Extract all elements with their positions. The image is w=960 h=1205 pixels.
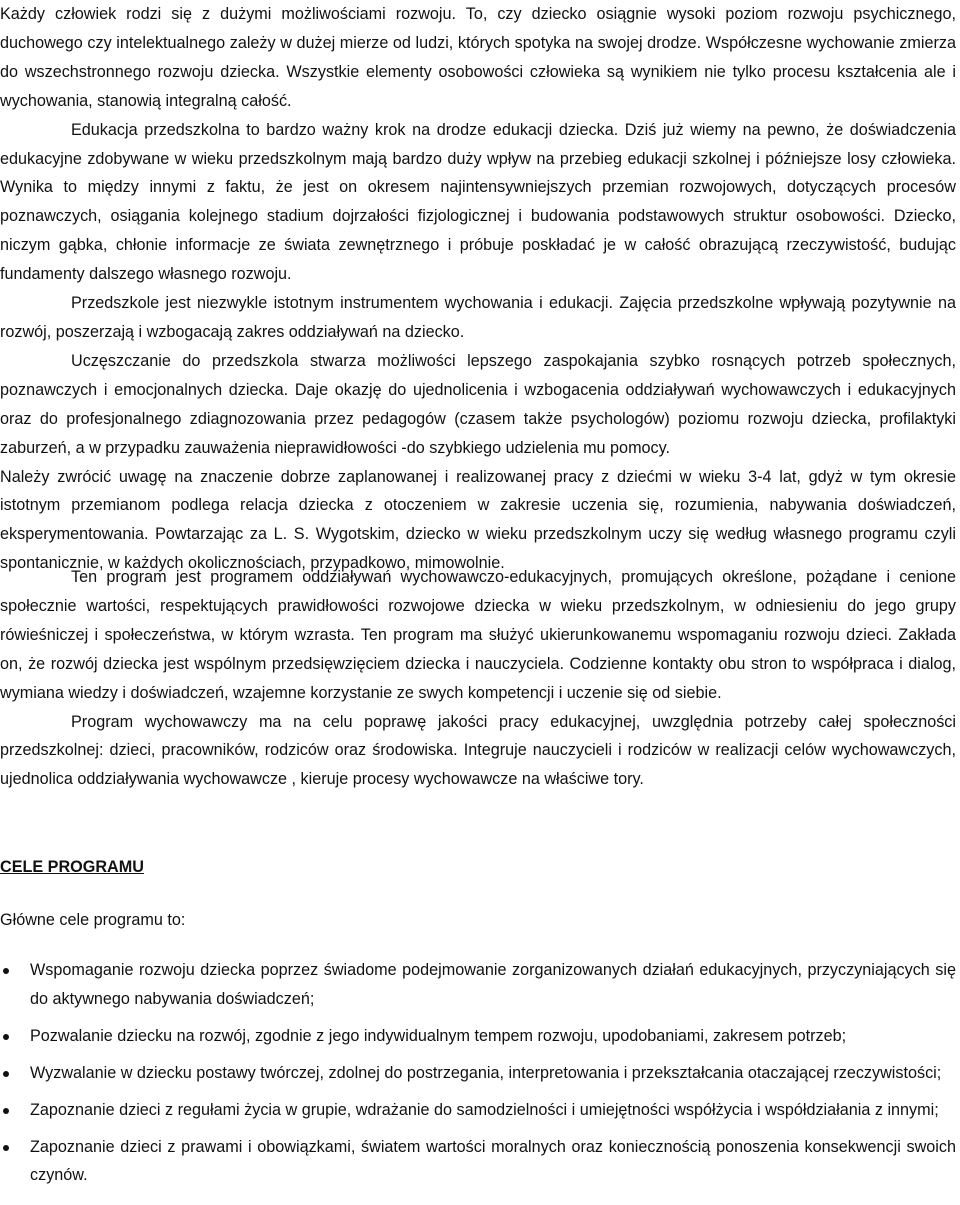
section-heading: CELE PROGRAMU [0, 858, 144, 876]
paragraph: Ten program jest programem oddziaływań wychowawczo-edukacyjnych, promujących określone, pożądane i cenione społecznie wartości, respektujących prawidłowości rozwojowe dziecka w wieku przedszkolnym, w odniesieniu do jego grupy rówieśniczej i społeczeństwa, w którym wzrasta. Ten program ma służyć ukierunkowanemu wspomaganiu rozwoju dzieci. Zakłada on, że rozwój dziecka jest wspólnym przedsięwzięciem dziecka i nauczyciela. Codzienne kontakty obu stron to współpraca i dialog, wymiana wiedzy i doświadczeń, wzajemne korzystanie ze swych kompetencji i uczenie się od siebie. [0, 568, 956, 702]
list-item: Wspomaganie rozwoju dziecka poprzez świadome podejmowanie zorganizowanych działań edukacyjnych, przyczyniających się do aktywnego nabywania doświadczeń; [0, 956, 956, 1014]
paragraph: Program wychowawczy ma na celu poprawę jakości pracy edukacyjnej, uwzględnia potrzeby całej społeczności przedszkolnej: dzieci, pracowników, rodziców oraz środowiska. Integruje nauczycieli i rodziców w realizacji celów wychowawczych, ujednolica oddziaływania wychowawcze , kieruje procesy wychowawcze na właściwe tory. [0, 712, 956, 789]
list-item: Wyzwalanie w dziecku postawy twórczej, zdolnej do postrzegania, interpretowania i przekształcania otaczającej rzeczywistości; [0, 1059, 956, 1088]
goals-list [0, 956, 956, 1198]
paragraph: Przedszkole jest niezwykle istotnym instrumentem wychowania i edukacji. Zajęcia przedszkolne wpływają pozytywnie na rozwój, poszerzają i wzbogacają zakres oddziaływań na dziecko. [0, 294, 956, 341]
list-item: Zapoznanie dzieci z regułami życia w grupie, wdrażanie do samodzielności i umiejętności współżycia i współdziałania z innymi; [0, 1096, 956, 1125]
goals-lead: Główne cele programu to: [0, 911, 186, 929]
list-item: Zapoznanie dzieci z prawami i obowiązkami, światem wartości moralnych oraz koniecznością ponoszenia konsekwencji swoich czynów. [0, 1133, 956, 1191]
list-item: Pozwalanie dziecku na rozwój, zgodnie z jego indywidualnym tempem rozwoju, upodobaniami, zakresem potrzeb; [0, 1022, 956, 1051]
paragraph: Uczęszczanie do przedszkola stwarza możliwości lepszego zaspokajania szybko rosnących potrzeb społecznych, poznawczych i emocjonalnych dziecka. Daje okazję do ujednolicenia i wzbogacenia oddziaływań wychowawczych i edukacyjnych oraz do profesjonalnego zdiagnozowania przez pedagogów (czasem także psychologów) poziomu rozwoju dziecka, profilaktyki zaburzeń, a w przypadku zauważenia nieprawidłowości -do szybkiego udzielenia mu pomocy. [0, 351, 956, 457]
paragraph: Edukacja przedszkolna to bardzo ważny krok na drodze edukacji dziecka. Dziś już wiemy na pewno, że doświadczenia edukacyjne zdobywane w wieku przedszkolnym mają bardzo duży wpływ na przebieg edukacji szkolnej i późniejsze losy człowieka. Wynika to między innymi z faktu, że jest on okresem najintensywniejszych przemian rozwojowych, dotyczących procesów poznawczych, osiągania kolejnego stadium dojrzałości fizjologicznej i budowania podstawowych struktur osobowości. Dziecko, niczym gąbka, chłonie informacje ze świata zewnętrznego i próbuje poskładać je w całość obrazującą rzeczywistość, budując fundamenty dalszego własnego rozwoju. [0, 120, 956, 284]
paragraph: Każdy człowiek rodzi się z dużymi możliwościami rozwoju. To, czy dziecko osiągnie wysoki poziom rozwoju psychicznego, duchowego czy intelektualnego zależy w dużej mierze od ludzi, których spotyka na swojej drodze. Współczesne wychowanie zmierza do wszechstronnego rozwoju dziecka. Wszystkie elementy osobowości człowieka są wynikiem nie tylko procesu kształcenia ale i wychowania, stanowią integralną całość. [0, 5, 956, 110]
program-section [0, 563, 956, 794]
paragraph: Należy zwrócić uwagę na znaczenie dobrze zaplanowanej i realizowanej pracy z dziećmi w wieku 3-4 lat, gdyż w tym okresie istotnym przemianom podlega relacja dziecka z otoczeniem w zakresie uczenia się, rozumienia, nabywania doświadczeń, eksperymentowania. Powtarzając za L. S. Wygotskim, dziecko w wieku przedszkolnym uczy się według własnego programu czyli spontanicznie, w każdych okolicznościach, przypadkowo, mimowolnie. [0, 467, 956, 573]
intro-section [0, 0, 956, 578]
